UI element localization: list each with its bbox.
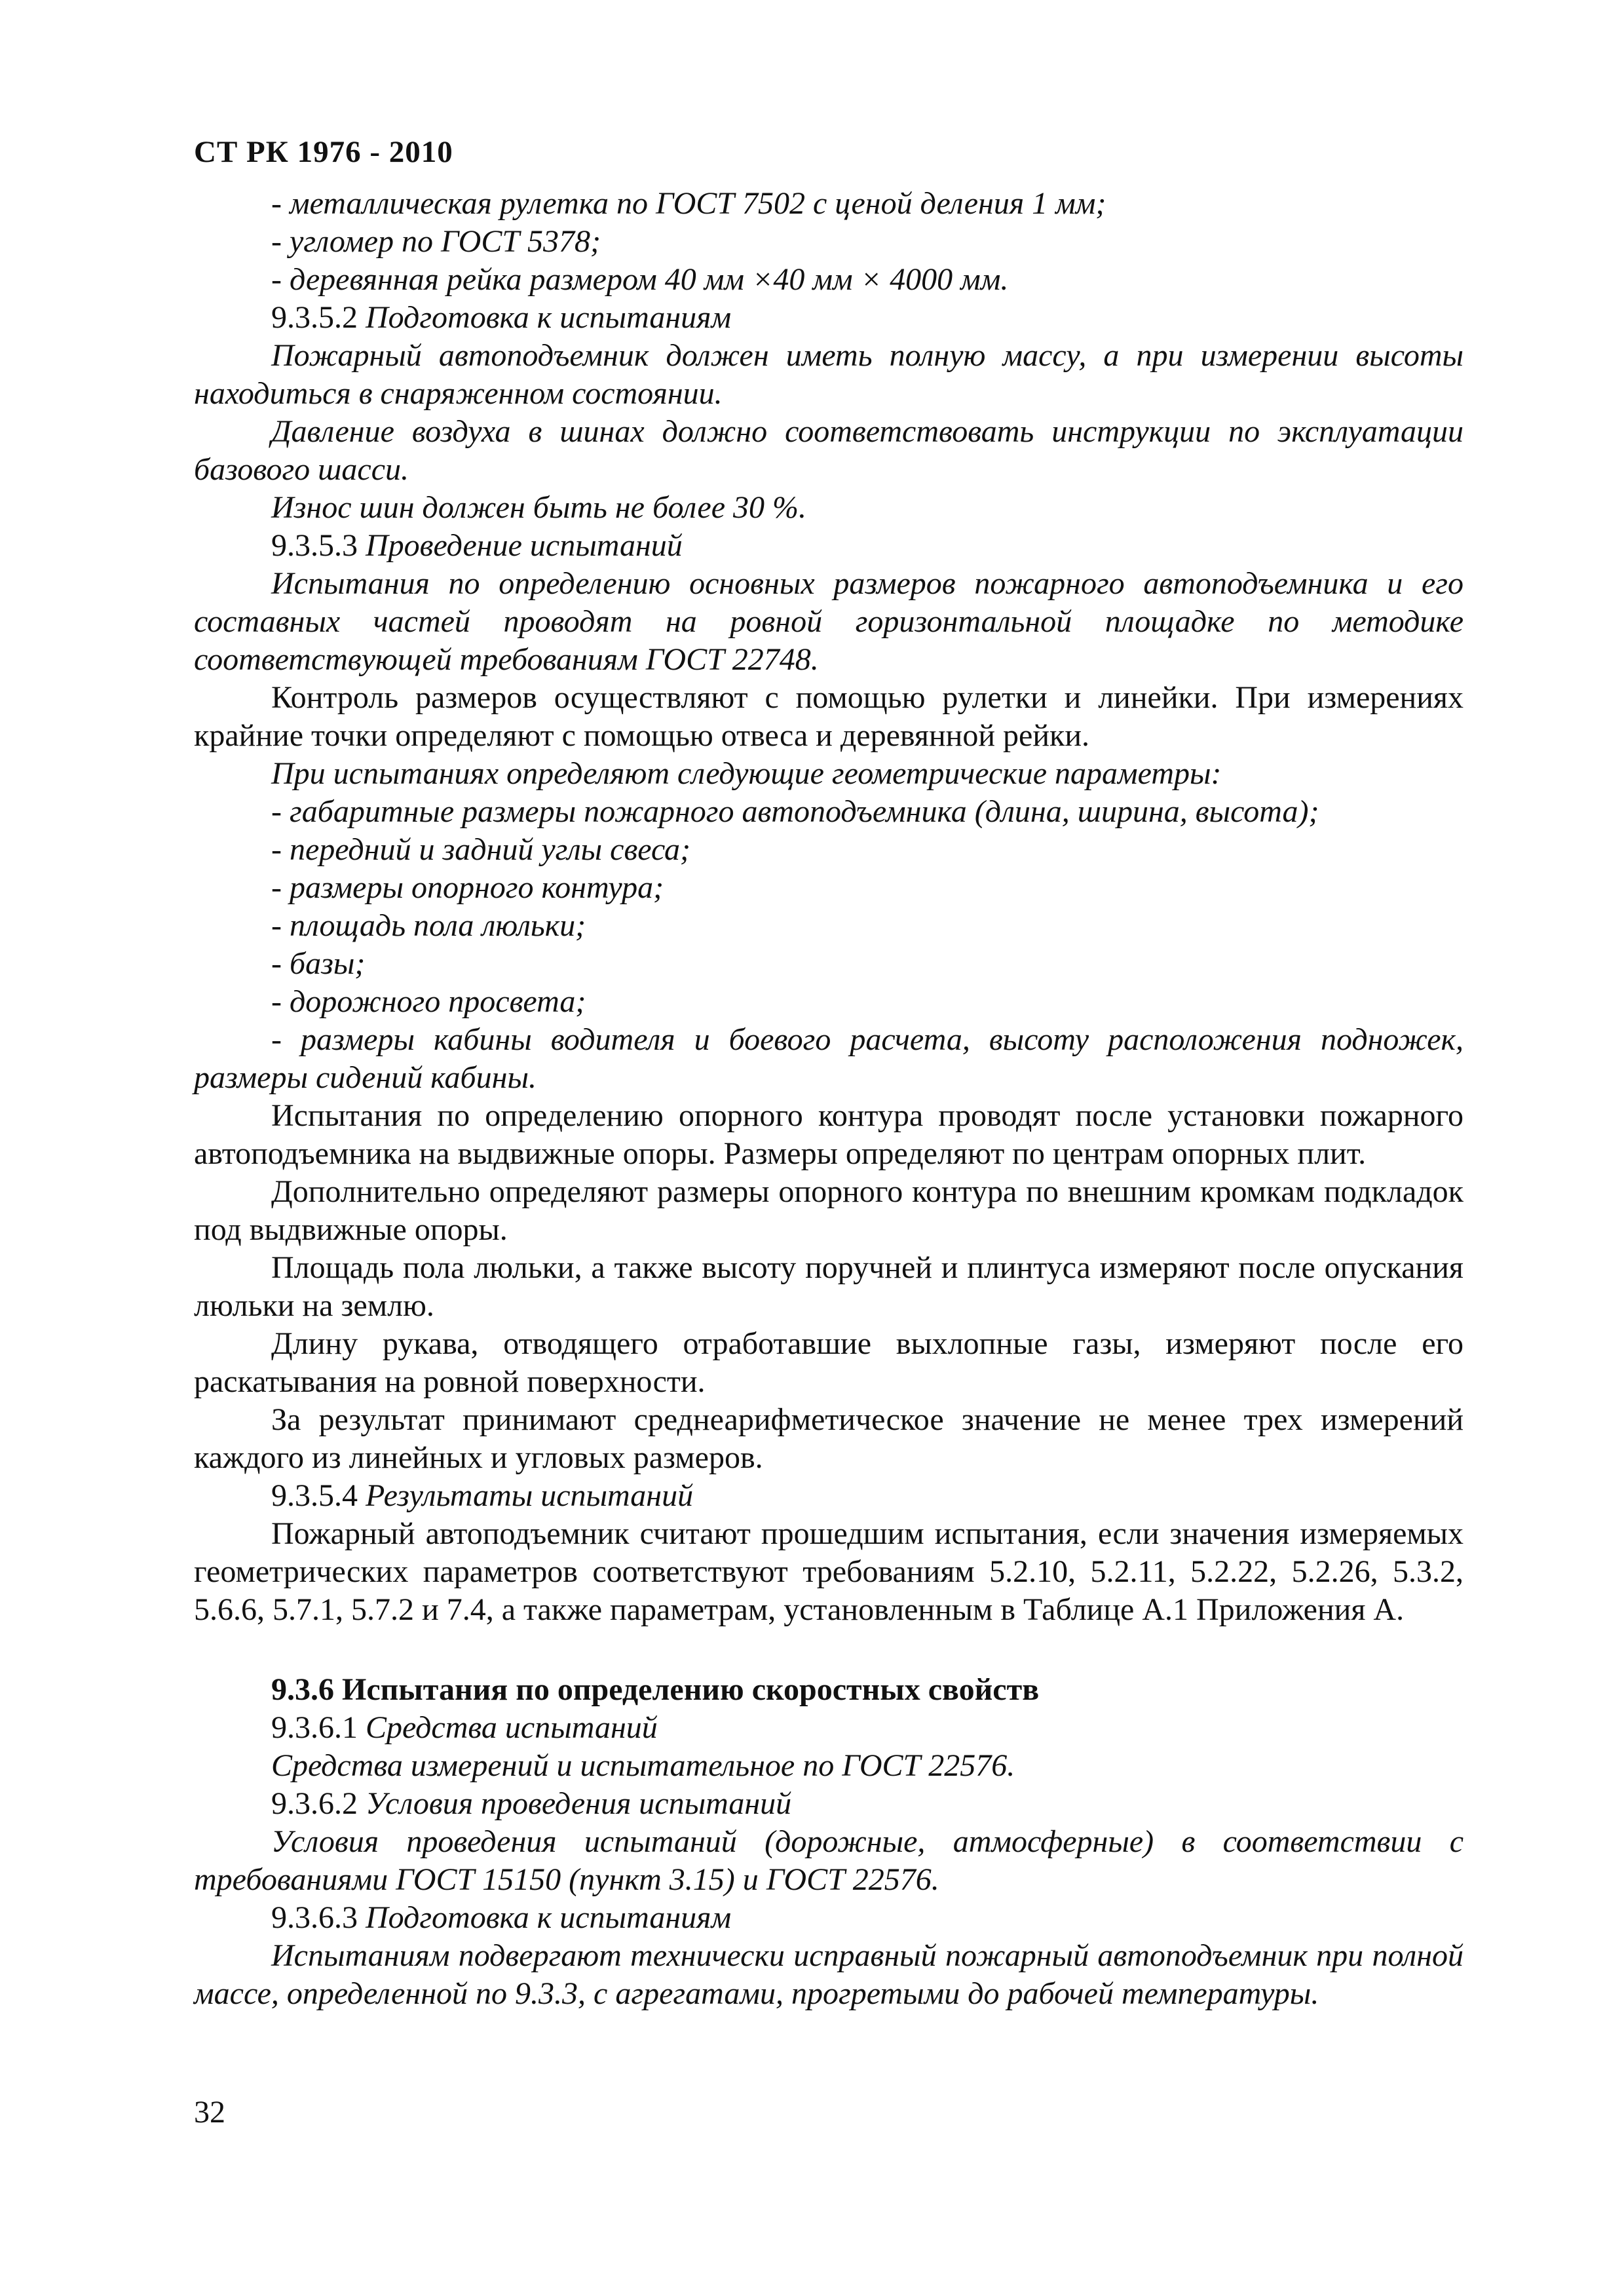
paragraph: Контроль размеров осуществляют с помощью рулетки и линейки. При измерениях крайние точки определяют с помощью отвеса и деревянной рейки.: [194, 680, 1463, 753]
list-item: - размеры опорного контура;: [271, 870, 664, 905]
subsection-heading: [194, 299, 1463, 337]
list-item: - базы;: [271, 946, 366, 981]
subsection-title: Условия проведения испытаний: [366, 1786, 792, 1821]
list-item: - размеры кабины водителя и боевого расчета, высоту расположения подножек, размеры сидений кабины.: [194, 1022, 1463, 1095]
subsection-title: Подготовка к испытаниям: [366, 300, 732, 335]
list-item: - габаритные размеры пожарного автоподъемника (длина, ширина, высота);: [271, 794, 1319, 829]
subsection-number: 9.3.6.3: [271, 1900, 358, 1935]
paragraph: Длину рукава, отводящего отработавшие выхлопные газы, измеряют после его раскатывания на ровной поверхности.: [194, 1326, 1463, 1399]
list-item: - угломер по ГОСТ 5378;: [271, 224, 601, 259]
paragraph: Испытания по определению основных размеров пожарного автоподъемника и его составных частей проводят на ровной горизонтальной площадке по методике соответствующей требованиям ГОСТ 22748.: [194, 566, 1463, 677]
list-item: - передний и задний углы свеса;: [271, 832, 691, 867]
list-item: - деревянная рейка размером 40 мм ×40 мм × 4000 мм.: [271, 262, 1009, 297]
paragraph: Условия проведения испытаний (дорожные, атмосферные) в соответствии с требованиями ГОСТ 15150 (пункт 3.15) и ГОСТ 22576.: [194, 1824, 1463, 1897]
list-item: - дорожного просвета;: [271, 984, 586, 1019]
subsection-heading: [194, 1477, 1463, 1515]
subsection-heading: [194, 1785, 1463, 1823]
document-header: СТ РК 1976 - 2010: [194, 135, 453, 169]
paragraph: Испытания по определению опорного контура проводят после установки пожарного автоподъемника на выдвижные опоры. Размеры определяют по центрам опорных плит.: [194, 1098, 1463, 1171]
subsection-title: Результаты испытаний: [366, 1478, 694, 1513]
subsection-title: Средства испытаний: [366, 1710, 658, 1745]
paragraph: При испытаниях определяют следующие геометрические параметры:: [271, 756, 1222, 791]
subsection-number: 9.3.5.3: [271, 528, 358, 563]
paragraph: Давление воздуха в шинах должно соответствовать инструкции по эксплуатации базового шасси.: [194, 414, 1463, 487]
subsection-title: Проведение испытаний: [366, 528, 683, 563]
paragraph: Площадь пола люльки, а также высоту поручней и плинтуса измеряют после опускания люльки на землю.: [194, 1250, 1463, 1323]
subsection-number: 9.3.6.2: [271, 1786, 358, 1821]
paragraph: Средства измерений и испытательное по ГОСТ 22576.: [271, 1748, 1015, 1783]
list-item: - металлическая рулетка по ГОСТ 7502 с ценой деления 1 мм;: [271, 186, 1106, 221]
paragraph: Пожарный автоподъемник считают прошедшим испытания, если значения измеряемых геометрических параметров соответствуют требованиям 5.2.10, 5.2.11, 5.2.22, 5.2.26, 5.3.2, 5.6.6, 5.7.1, 5.7.2 и 7.4, а также параметрам, установленным в Таблице А.1 Приложения А.: [194, 1516, 1463, 1627]
page-number: 32: [194, 2095, 225, 2130]
subsection-number: 9.3.5.2: [271, 300, 358, 335]
subsection-title: Подготовка к испытаниям: [366, 1900, 732, 1935]
paragraph: Пожарный автоподъемник должен иметь полную массу, а при измерении высоты находиться в снаряженном состоянии.: [194, 338, 1463, 411]
subsection-heading: [194, 1899, 1463, 1937]
document-body: [194, 185, 1463, 2013]
section-heading: 9.3.6 Испытания по определению скоростных свойств: [271, 1672, 1040, 1707]
subsection-number: 9.3.5.4: [271, 1478, 358, 1513]
paragraph: Дополнительно определяют размеры опорного контура по внешним кромкам подкладок под выдвижные опоры.: [194, 1174, 1463, 1247]
paragraph: Испытаниям подвергают технически исправный пожарный автоподъемник при полной массе, определенной по 9.3.3, с агрегатами, прогретыми до рабочей температуры.: [194, 1938, 1463, 2011]
list-item: - площадь пола люльки;: [271, 908, 586, 943]
paragraph: Износ шин должен быть не более 30 %.: [271, 490, 807, 525]
subsection-heading: [194, 527, 1463, 565]
subsection-heading: [194, 1709, 1463, 1747]
paragraph: За результат принимают среднеарифметическое значение не менее трех измерений каждого из линейных и угловых размеров.: [194, 1402, 1463, 1475]
subsection-number: 9.3.6.1: [271, 1710, 358, 1745]
